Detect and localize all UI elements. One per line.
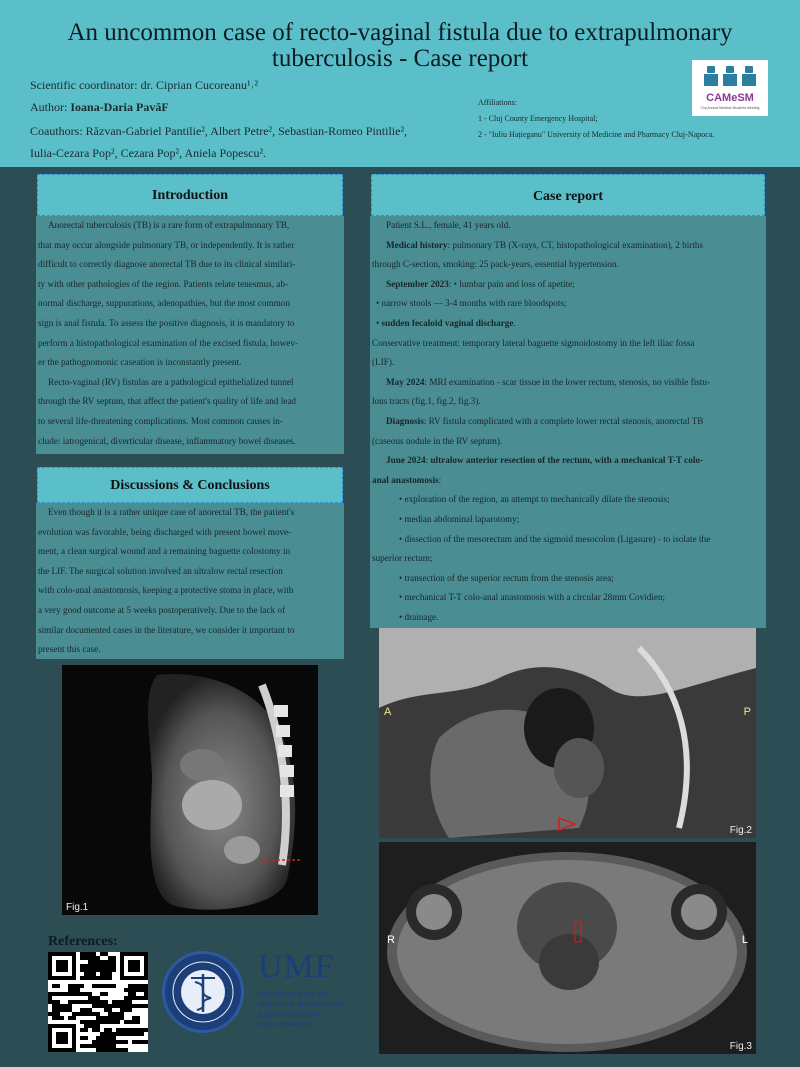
conservative-line-2: (LIF). bbox=[372, 357, 395, 368]
surgery-step-continued: superior rectum; bbox=[372, 553, 433, 564]
umf-name-lines bbox=[258, 990, 344, 1030]
author-name: Ioana-Daria PavăF bbox=[70, 100, 169, 114]
surgery-step: • dissection of the mesorectum and the sigmoid mesocolon (Ligasure) - to isolate the bbox=[399, 533, 711, 544]
affiliations-title: Affiliations: bbox=[478, 98, 517, 107]
september-item-3-bold: sudden fecaloid vaginal discharge bbox=[381, 317, 514, 328]
coordinator-label: Scientific coordinator: bbox=[30, 78, 141, 92]
figure-2-anterior-marker: A bbox=[384, 706, 392, 718]
text-line: the LIF. The surgical solution involved an ultralow rectal resection bbox=[38, 565, 283, 576]
september-line bbox=[372, 275, 764, 295]
figure-3-left-marker: L bbox=[741, 934, 748, 946]
case-report-body bbox=[370, 216, 766, 628]
coauthors-line-1: Coauthors: Răzvan-Gabriel Pantilie², Albert Petre², Sebastian-Romeo Pintilie², bbox=[30, 124, 408, 138]
text-line: present this case. bbox=[38, 644, 101, 655]
introduction-paragraph-1 bbox=[38, 216, 342, 373]
text-line: to several life-threatening complications. Most common causes in- bbox=[38, 415, 283, 426]
case-report-heading: Case report bbox=[371, 174, 765, 216]
figure-1-label: Fig.1 bbox=[66, 902, 89, 913]
mri-sagittal-image bbox=[379, 628, 756, 838]
may-label: May 2024 bbox=[386, 376, 425, 387]
umf-wordmark: UMF bbox=[258, 948, 335, 985]
surgery-step: • mechanical T-T colo-anal anastomosis with a circular 28mm Covidien; bbox=[399, 592, 666, 603]
diagnosis-line-2: (caseous nodule in the RV septum). bbox=[372, 435, 503, 446]
title-line-1: An uncommon case of recto-vaginal fistula due to extrapulmonary bbox=[67, 19, 733, 46]
history-line bbox=[372, 236, 764, 256]
text-line: Even though it is a rather unique case of anorectal TB, the patient's bbox=[48, 507, 295, 517]
surgery-step: • drainage. bbox=[399, 611, 439, 622]
caduceus-seal-icon bbox=[165, 954, 241, 1030]
logo-text: CAMeSM bbox=[706, 92, 754, 104]
surgery-step: • exploration of the region, an attempt to mechanically dilate the stenosis; bbox=[399, 494, 670, 505]
affiliations bbox=[478, 95, 714, 143]
surgery-step: • transection of the superior rectum from the stenosis area; bbox=[399, 572, 614, 583]
title-line-2: tuberculosis - Case report bbox=[271, 45, 529, 72]
text-line: perform a histopathological examination of the excised fistula, howev- bbox=[38, 337, 298, 348]
text-line: similar documented cases in the literature, we consider it important to bbox=[38, 624, 295, 635]
author-label: Author: bbox=[30, 100, 71, 114]
june-line: June 2024: ultralow anterior resection of the rectum, with a mechanical T-T colo- bbox=[386, 455, 704, 466]
history-text: : pulmonary TB (X-rays, CT, histopathological examination), 2 births bbox=[447, 239, 704, 250]
text-line: difficult to correctly diagnose anorectal TB due to its clinical similari- bbox=[38, 259, 296, 270]
diagnosis-text: : RV fistula complicated with a complete lower rectal stenosis, anorectal TB bbox=[423, 415, 704, 426]
poster-header bbox=[0, 0, 800, 167]
qr-code[interactable] bbox=[48, 952, 148, 1052]
patient-line: Patient S.L., female, 41 years old. bbox=[386, 220, 511, 230]
ct-scan-image bbox=[62, 665, 318, 915]
poster-title bbox=[10, 20, 790, 72]
introduction-paragraph-2 bbox=[38, 373, 342, 451]
june-bold: ultralow anterior resection of the rectum, with a mechanical T-T colo- bbox=[430, 455, 704, 466]
history-label: Medical history bbox=[386, 239, 448, 250]
may-line-2: lous tracts (fig.1, fig.2, fig.3). bbox=[372, 396, 481, 407]
discussions-heading: Discussions & Conclusions bbox=[37, 467, 343, 503]
history-line-2: through C-section, smoking: 25 pack-years, essential hypertension. bbox=[372, 259, 619, 270]
affiliation-2: 2 - "Iuliu Hațieganu" University of Medicine and Pharmacy Cluj-Napoca. bbox=[478, 130, 715, 139]
discussions-paragraph bbox=[38, 503, 342, 660]
mri-axial-image bbox=[379, 842, 756, 1054]
june-bold-2: anal anastomosis bbox=[372, 474, 439, 485]
coordinator-line bbox=[30, 78, 258, 93]
september-item-2: • narrow stools — 3-4 months with rare bloodspots; bbox=[376, 298, 567, 309]
umf-line-2: MEDICINĂ ȘI FARMACIE bbox=[258, 1000, 345, 1009]
text-line: that may occur alongside pulmonary TB, or independently. It is rather bbox=[38, 239, 295, 250]
text-line: ment, a clean surgical wound and a remaining baguette colostomy in bbox=[38, 546, 291, 557]
text-line: with colo-anal anastomosis, keeping a protective stoma in place, with bbox=[38, 585, 294, 596]
logo-subtext: Cluj Annual Medical Students Meeting bbox=[700, 106, 760, 110]
may-text: : MRI examination - scar tissue in the lower rectum, stenosis, no visible fistu- bbox=[424, 376, 711, 387]
text-line: er the pathognomonic caseation is inconstantly present. bbox=[38, 357, 242, 368]
umf-seal-logo bbox=[162, 951, 244, 1033]
discussions-body bbox=[36, 503, 344, 659]
conservative-line: Conservative treatment: temporary lateral baguette sigmoidostomy in the left iliac fossa bbox=[372, 337, 695, 348]
june-label: June 2024 bbox=[386, 455, 426, 466]
text-line: Anorectal tuberculosis (TB) is a rare form of extrapulmonary TB, bbox=[48, 220, 290, 230]
affiliation-1: 1 - Cluj County Emergency Hospital; bbox=[478, 114, 598, 123]
references-label: References: bbox=[48, 934, 118, 949]
figure-3-mri-axial bbox=[379, 842, 756, 1054]
figure-1-ct-scan bbox=[62, 665, 318, 915]
september-item-3: • sudden fecaloid vaginal discharge. bbox=[376, 317, 516, 328]
person-icon bbox=[723, 66, 737, 86]
text-line: evolution was favorable, being discharged with present bowel move- bbox=[38, 526, 292, 537]
figure-3-label: Fig.3 bbox=[729, 1041, 752, 1052]
september-label: September 2023 bbox=[386, 278, 449, 289]
person-icon bbox=[742, 66, 756, 86]
text-line: a very good outcome at 5 weeks postoperatively. Due to the lack of bbox=[38, 604, 286, 615]
qr-code-icon bbox=[48, 952, 148, 1052]
umf-line-4: CLUJ-NAPOCA bbox=[258, 1020, 311, 1029]
text-line: clude: iatrogenical, diverticular disease, inflammatory bowel diseases. bbox=[38, 435, 296, 446]
figure-2-label: Fig.2 bbox=[729, 825, 752, 836]
diagnosis-line bbox=[372, 412, 764, 432]
surgery-step: • median abdominal laparotomy; bbox=[399, 513, 520, 524]
figure-3-right-marker: R bbox=[387, 934, 395, 946]
text-line: normal discharge, suppurations, adenopathies, but the most common bbox=[38, 298, 290, 309]
may-line bbox=[372, 373, 764, 393]
camesm-logo bbox=[692, 60, 768, 116]
umf-line-1: UNIVERSITATEA DE bbox=[258, 990, 329, 999]
person-icon bbox=[704, 66, 718, 86]
text-line: Recto-vaginal (RV) fistulas are a pathological epithelialized tunnel bbox=[48, 376, 294, 387]
umf-line-3: IULIU HAȚIEGANU bbox=[258, 1010, 324, 1019]
figure-2-mri-sagittal bbox=[379, 628, 756, 838]
june-line-2: anal anastomosis: bbox=[372, 474, 442, 485]
figure-2-posterior-marker: P bbox=[743, 706, 751, 718]
text-line: through the RV septum, that affect the patient's quality of life and lead bbox=[38, 396, 297, 407]
september-text: : • lumbar pain and loss of apetite; bbox=[448, 278, 575, 289]
text-line: ty with other pathologies of the region. Patients relate tenesmus, ab- bbox=[38, 278, 289, 289]
diagnosis-label: Diagnosis bbox=[386, 415, 424, 426]
author-line bbox=[30, 100, 169, 115]
text-line: sign is anal fistula. To assess the positive diagnosis, it is mandatory to bbox=[38, 317, 295, 328]
introduction-heading: Introduction bbox=[37, 174, 343, 216]
coordinator-name: dr. Ciprian Cucoreanu¹˒² bbox=[140, 78, 259, 92]
introduction-body bbox=[36, 216, 344, 454]
coauthors-line-2: Iulia-Cezara Pop², Cezara Pop², Aniela Popescu². bbox=[30, 146, 267, 160]
